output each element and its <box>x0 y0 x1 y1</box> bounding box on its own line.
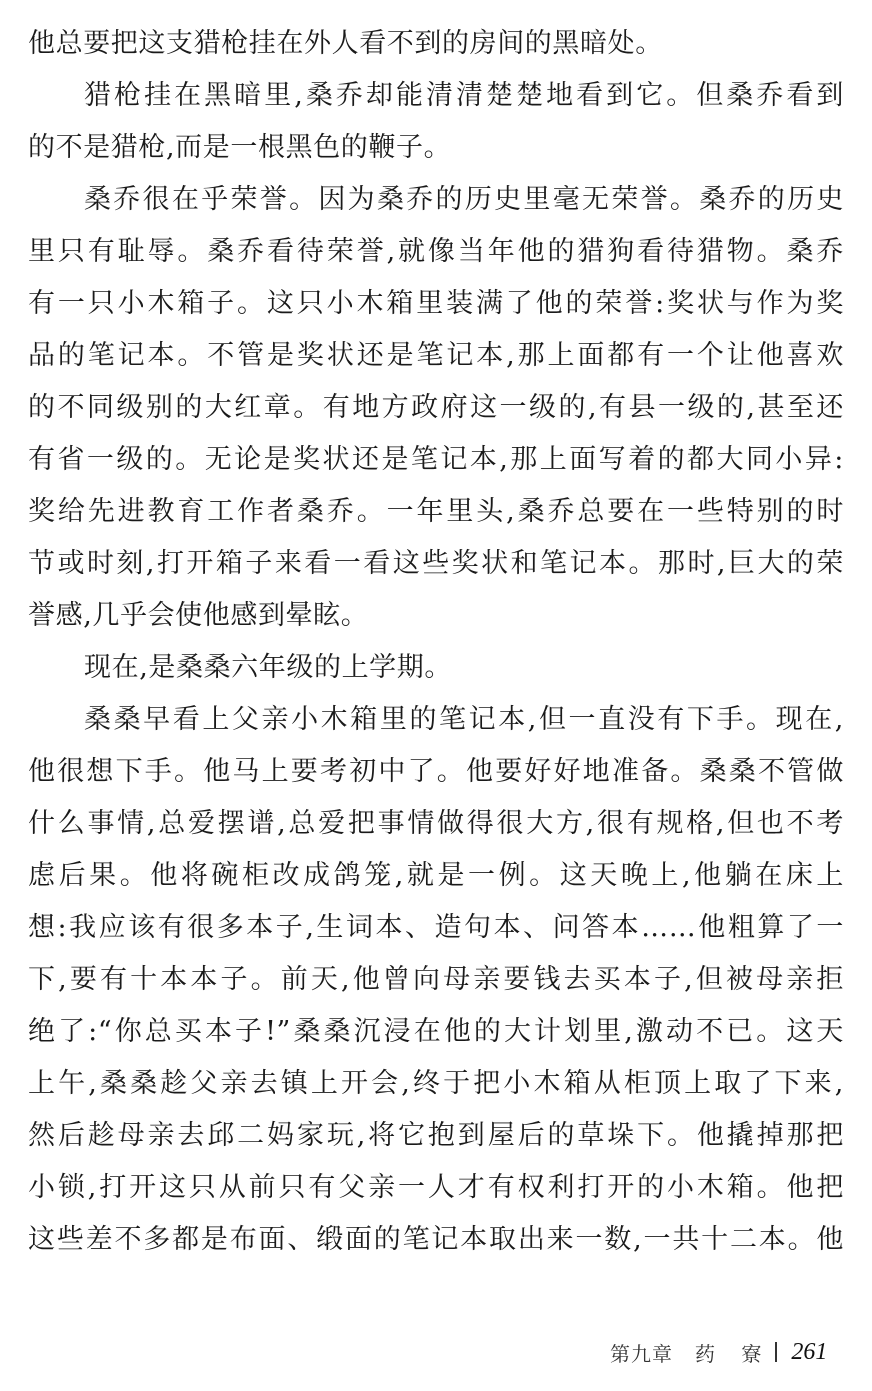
text-line: 现在,是桑桑六年级的上学期。 <box>84 652 452 683</box>
chapter-title: 药 寮 <box>695 1341 772 1366</box>
text-line: 他很想下手。他马上要考初中了。他要好好地准备。桑桑不管做 <box>28 756 844 787</box>
text-line: 上午,桑桑趁父亲去镇上开会,终于把小木箱从柜顶上取了下来, <box>28 1068 844 1099</box>
text-line: 猎枪挂在黑暗里,桑乔却能清清楚楚地看到它。但桑乔看到 <box>84 80 844 111</box>
text-line: 节或时刻,打开箱子来看一看这些奖状和笔记本。那时,巨大的荣 <box>28 548 844 579</box>
page-footer <box>610 1332 850 1372</box>
text-line: 的不同级别的大红章。有地方政府这一级的,有县一级的,甚至还 <box>28 392 844 423</box>
text-line: 绝了:“你总买本子!”桑桑沉浸在他的大计划里,激动不已。这天 <box>28 1016 844 1047</box>
text-line: 有省一级的。无论是奖状还是笔记本,那上面写着的都大同小异: <box>28 444 844 475</box>
text-line: 他总要把这支猎枪挂在外人看不到的房间的黑暗处。 <box>28 28 663 59</box>
text-line: 桑桑早看上父亲小木箱里的笔记本,但一直没有下手。现在, <box>84 704 844 735</box>
text-line: 想:我应该有很多本子,生词本、造句本、问答本……他粗算了一 <box>28 912 844 943</box>
text-line: 的不是猎枪,而是一根黑色的鞭子。 <box>28 132 452 163</box>
chapter-label: 第九章 <box>610 1341 673 1366</box>
text-line: 小锁,打开这只从前只有父亲一人才有权利打开的小木箱。他把 <box>28 1172 844 1203</box>
text-line: 然后趁母亲去邱二妈家玩,将它抱到屋后的草垛下。他撬掉那把 <box>28 1120 844 1151</box>
text-line: 奖给先进教育工作者桑乔。一年里头,桑乔总要在一些特别的时 <box>28 496 844 527</box>
text-line: 什么事情,总爱摆谱,总爱把事情做得很大方,很有规格,但也不考 <box>28 808 844 839</box>
text-line: 里只有耻辱。桑乔看待荣誉,就像当年他的猎狗看待猎物。桑乔 <box>28 236 844 267</box>
body-text <box>28 18 844 1266</box>
text-line: 品的笔记本。不管是奖状还是笔记本,那上面都有一个让他喜欢 <box>28 340 844 371</box>
text-line: 誉感,几乎会使他感到晕眩。 <box>28 600 369 631</box>
text-line: 虑后果。他将碗柜改成鸽笼,就是一例。这天晚上,他躺在床上 <box>28 860 844 891</box>
text-line: 下,要有十本本子。前天,他曾向母亲要钱去买本子,但被母亲拒 <box>28 964 844 995</box>
text-line: 有一只小木箱子。这只小木箱里装满了他的荣誉:奖状与作为奖 <box>28 288 844 319</box>
page-number: 261 <box>791 1338 828 1365</box>
text-line: 桑乔很在乎荣誉。因为桑乔的历史里毫无荣誉。桑乔的历史 <box>84 184 844 215</box>
footer-divider <box>775 1342 777 1362</box>
text-line: 这些差不多都是布面、缎面的笔记本取出来一数,一共十二本。他 <box>28 1224 844 1255</box>
